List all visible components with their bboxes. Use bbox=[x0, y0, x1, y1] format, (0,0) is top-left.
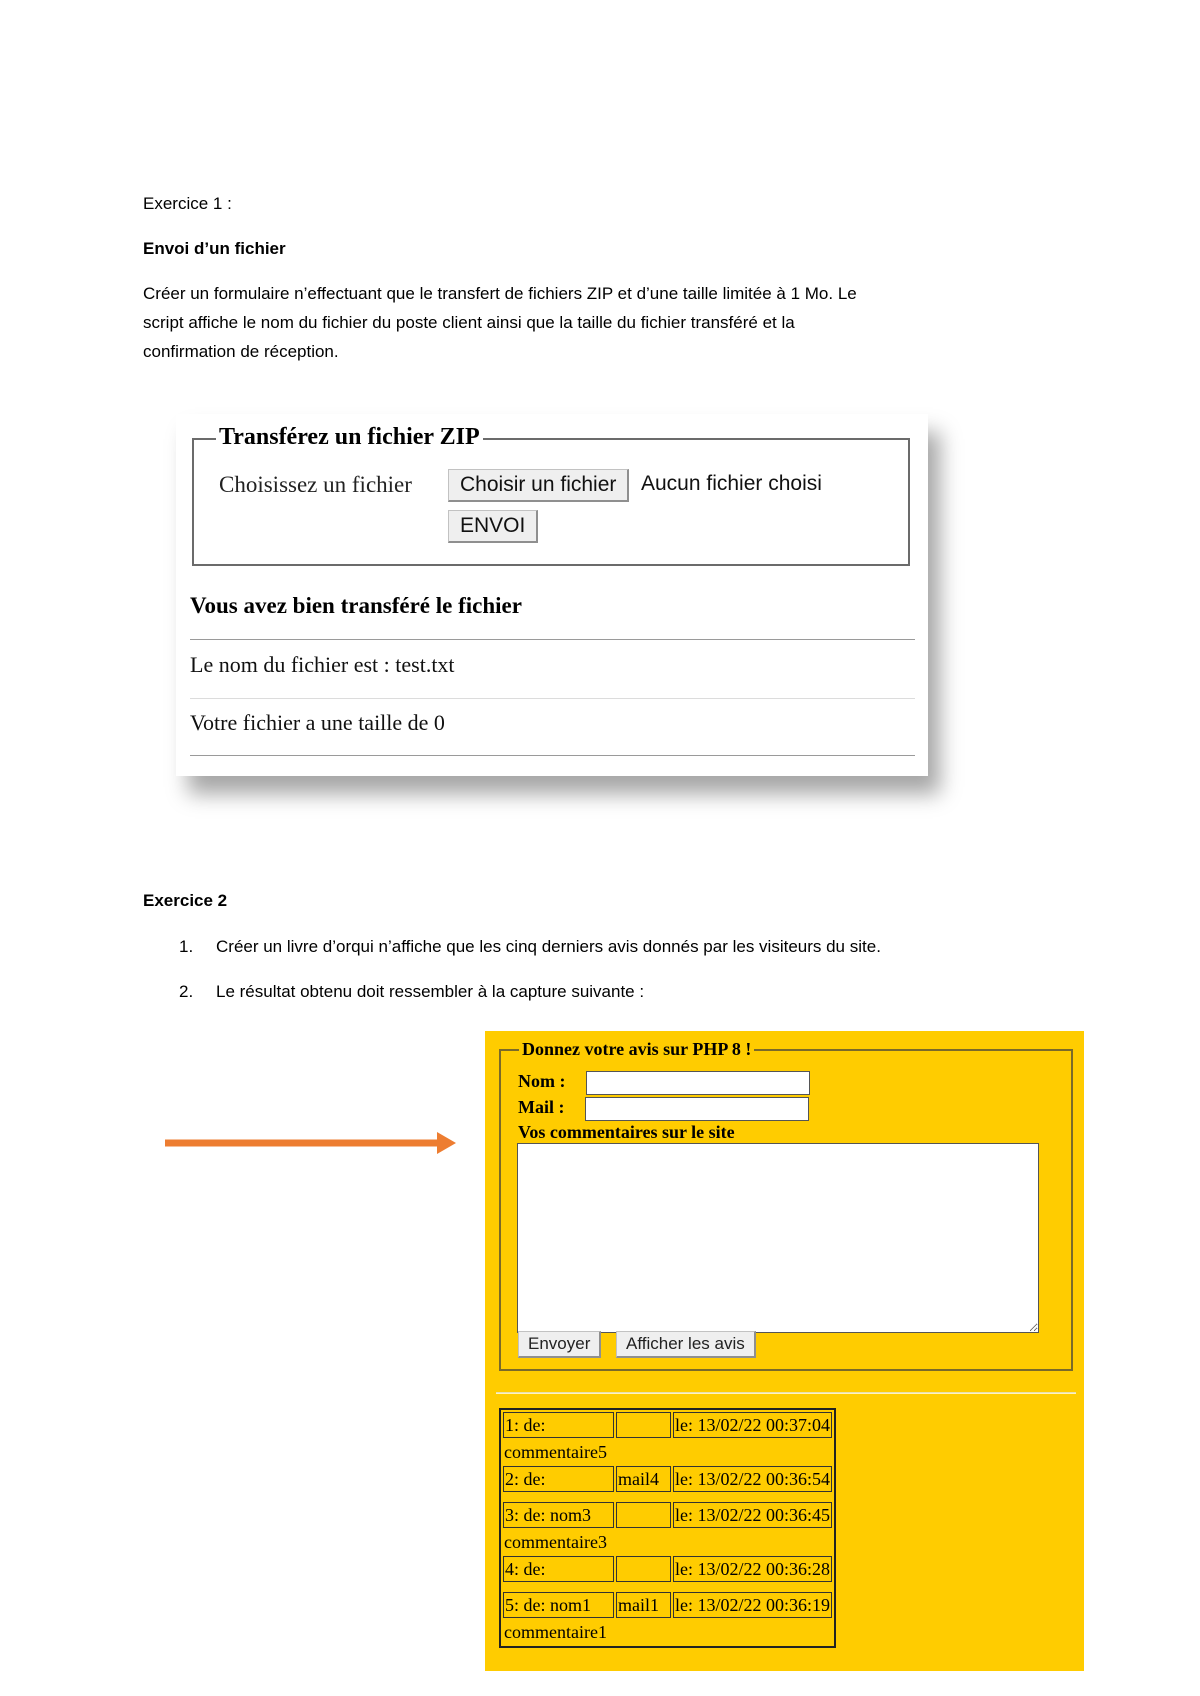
result-filesize: Votre fichier a une taille de 0 bbox=[190, 710, 445, 735]
review-date-cell: le: 13/02/22 00:37:04 bbox=[673, 1412, 832, 1438]
review-mail-cell: mail4 bbox=[616, 1466, 671, 1492]
review-mail-cell bbox=[616, 1556, 671, 1582]
send-button[interactable]: ENVOI bbox=[448, 510, 538, 543]
review-date-cell: le: 13/02/22 00:36:45 bbox=[673, 1502, 832, 1528]
review-author-cell: 1: de: bbox=[503, 1412, 614, 1438]
table-row bbox=[503, 1494, 832, 1500]
exercise2-item-1-text: Créer un livre d’orqui n’affiche que les cinq derniers avis donnés par les visiteurs du site. bbox=[216, 937, 881, 956]
exercise1-heading: Exercice 1 : bbox=[143, 194, 232, 213]
table-row bbox=[503, 1592, 832, 1618]
reviews-table bbox=[499, 1408, 836, 1648]
guestbook-screenshot bbox=[485, 1031, 1084, 1671]
review-mail-cell bbox=[616, 1502, 671, 1528]
comments-label: Vos commentaires sur le site bbox=[518, 1122, 735, 1142]
table-row bbox=[503, 1466, 832, 1492]
table-row bbox=[503, 1412, 832, 1438]
guestbook-legend: Donnez votre avis sur PHP 8 ! bbox=[519, 1039, 754, 1059]
upload-form-screenshot bbox=[176, 414, 928, 776]
review-comment-cell: commentaire3 bbox=[504, 1532, 607, 1552]
review-comment-cell: commentaire1 bbox=[504, 1622, 607, 1642]
review-mail-cell bbox=[616, 1412, 671, 1438]
result-title: Vous avez bien transféré le fichier bbox=[190, 593, 522, 618]
result-divider-2 bbox=[190, 698, 915, 699]
result-divider-1 bbox=[190, 639, 915, 640]
table-row bbox=[503, 1530, 832, 1554]
review-date-cell: le: 13/02/22 00:36:28 bbox=[673, 1556, 832, 1582]
review-date-cell: le: 13/02/22 00:36:54 bbox=[673, 1466, 832, 1492]
exercise2-heading: Exercice 2 bbox=[143, 891, 228, 910]
exercise1-paragraph-line-3: confirmation de réception. bbox=[143, 342, 339, 361]
mail-input[interactable] bbox=[585, 1097, 809, 1121]
review-comment-cell bbox=[503, 1494, 832, 1500]
table-row bbox=[503, 1620, 832, 1644]
comments-textarea[interactable] bbox=[517, 1143, 1039, 1333]
table-row bbox=[503, 1584, 832, 1590]
name-label: Nom : bbox=[518, 1071, 566, 1091]
review-author-cell: 4: de: bbox=[503, 1556, 614, 1582]
upload-fieldset bbox=[192, 438, 910, 566]
orange-arrow-icon bbox=[163, 1130, 458, 1156]
choose-file-button[interactable]: Choisir un fichier bbox=[448, 469, 629, 502]
table-row bbox=[503, 1502, 832, 1528]
name-input[interactable] bbox=[586, 1071, 810, 1095]
upload-legend: Transférez un fichier ZIP bbox=[216, 424, 483, 450]
result-divider-3 bbox=[190, 755, 915, 756]
exercise2-item-2-text: Le résultat obtenu doit ressembler à la capture suivante : bbox=[216, 982, 645, 1001]
review-date-cell: le: 13/02/22 00:36:19 bbox=[673, 1592, 832, 1618]
result-filename: Le nom du fichier est : test.txt bbox=[190, 652, 455, 677]
table-row bbox=[503, 1440, 832, 1464]
exercise2-item-2-number: 2. bbox=[179, 982, 194, 1001]
exercise1-subtitle: Envoi d’un fichier bbox=[143, 239, 286, 258]
submit-review-button[interactable]: Envoyer bbox=[518, 1331, 601, 1358]
guestbook-separator bbox=[496, 1392, 1076, 1394]
review-comment-cell bbox=[503, 1584, 832, 1590]
review-author-cell: 5: de: nom1 bbox=[503, 1592, 614, 1618]
review-mail-cell: mail1 bbox=[616, 1592, 671, 1618]
mail-label: Mail : bbox=[518, 1097, 565, 1117]
show-reviews-button[interactable]: Afficher les avis bbox=[616, 1331, 756, 1358]
exercise1-paragraph-line-2: script affiche le nom du fichier du poste client ainsi que la taille du fichier transféré et la bbox=[143, 313, 795, 332]
exercise1-paragraph-line-1: Créer un formulaire n’effectuant que le transfert de fichiers ZIP et d’une taille limitée à 1 Mo. Le bbox=[143, 284, 857, 303]
review-author-cell: 3: de: nom3 bbox=[503, 1502, 614, 1528]
table-row bbox=[503, 1556, 832, 1582]
review-comment-cell: commentaire5 bbox=[504, 1442, 607, 1462]
exercise2-item-1-number: 1. bbox=[179, 937, 194, 956]
review-author-cell: 2: de: bbox=[503, 1466, 614, 1492]
no-file-text: Aucun fichier choisi bbox=[641, 472, 822, 495]
file-label: Choisissez un fichier bbox=[219, 472, 412, 497]
